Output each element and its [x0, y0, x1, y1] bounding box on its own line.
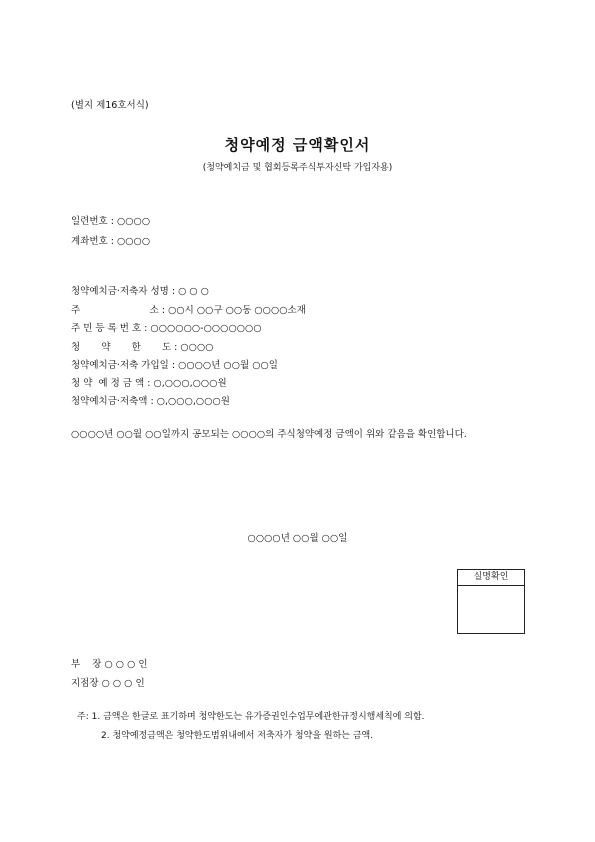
issue-date: ○○○○년 ○○월 ○○일 [247, 533, 348, 544]
field-value: ○ ○ ○ [178, 286, 209, 297]
account-number-value: ○○○○ [116, 236, 151, 247]
note-prefix: 2. [101, 731, 110, 741]
field-label: 주 소 : [71, 305, 166, 316]
field-row-name [71, 283, 209, 297]
note-prefix: 주: 1. [77, 712, 101, 722]
field-row-planned-amount [71, 375, 227, 389]
serial-number-label: 일련번호 : [71, 216, 114, 227]
stamp-label: 실명확인 [458, 570, 524, 586]
note-text: 청약예정금액은 청약한도범위내에서 저축자가 청약을 원하는 금액. [112, 731, 374, 741]
field-value: ○○○○ [180, 342, 214, 353]
field-label: 청약예치금·저축자 성명 : [71, 286, 176, 297]
field-label: 청약예치금·저축액 : [71, 396, 154, 407]
signer-label: 부 장 [71, 659, 102, 670]
note-text: 금액은 한글로 표기하며 청약한도는 유가증권인수업무에관한규정시행세칙에 의함. [103, 712, 425, 722]
note-1 [77, 709, 425, 722]
form-number: (별지 제16호서식) [71, 100, 149, 111]
field-row-join-date [71, 357, 278, 371]
field-row-resident-number [71, 320, 262, 334]
note-2 [101, 728, 373, 741]
signer-value: ○ ○ ○ 인 [101, 678, 145, 689]
field-label: 주 민 등 록 번 호 : [71, 323, 148, 334]
signer-row-manager [71, 656, 148, 670]
field-row-limit [71, 339, 214, 353]
confirmation-statement: ○○○○년 ○○월 ○○일까지 공모되는 ○○○○의 주식청약예정 금액이 위와 같음을 확인합니다. [71, 429, 467, 440]
field-value: ○○○○년 ○○월 ○○일 [178, 360, 278, 371]
signer-value: ○ ○ ○ 인 [104, 659, 148, 670]
field-label: 청 약 한 도 : [71, 342, 178, 353]
field-label: 청약예치금·저축 가입일 : [71, 360, 176, 371]
field-value: ○,○○○,○○○원 [153, 378, 227, 389]
document-title: 청약예정 금액확인서 [224, 136, 371, 154]
serial-number-value: ○○○○ [116, 216, 151, 227]
real-name-verification-box [457, 569, 525, 634]
serial-number-row [71, 213, 150, 227]
field-value: ○,○○○,○○○원 [156, 396, 230, 407]
field-row-address [71, 302, 306, 316]
account-number-label: 계좌번호 : [71, 236, 114, 247]
field-row-savings-amount [71, 393, 230, 407]
signer-row-branch-head [71, 675, 145, 689]
document-subtitle: (청약예치금 및 협회등록주식투자신탁 가입자용) [202, 163, 393, 173]
field-value: ○○○○○○-○○○○○○○ [150, 323, 262, 334]
field-value: ○○시 ○○구 ○○동 ○○○○소재 [168, 305, 306, 316]
signer-label: 지점장 [71, 678, 99, 689]
account-number-row [71, 233, 150, 247]
field-label: 청 약 예 정 금 액 : [71, 378, 151, 389]
